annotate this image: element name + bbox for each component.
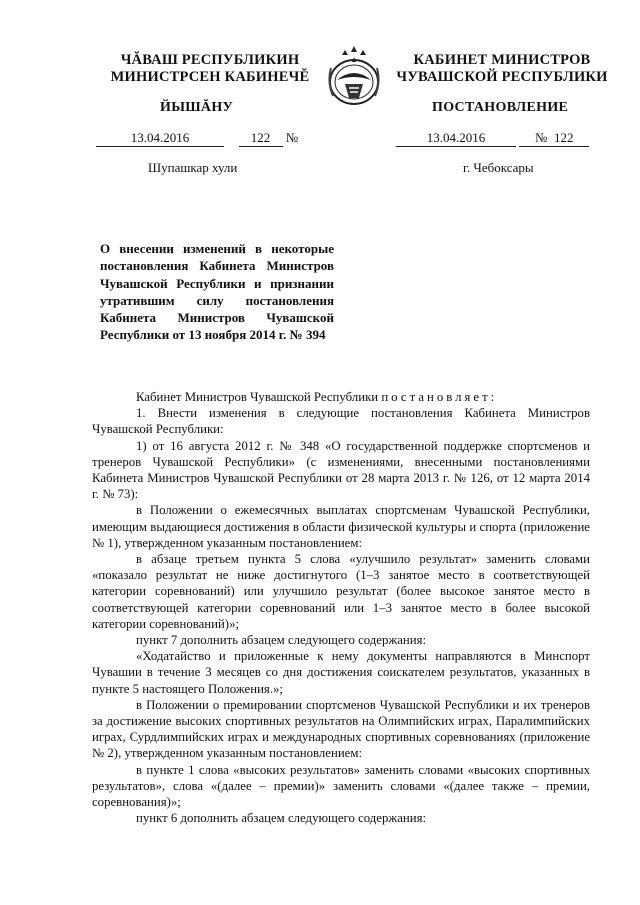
document-body bbox=[92, 389, 590, 826]
intro-spaced-word: постановляет: bbox=[381, 390, 498, 404]
header-right bbox=[392, 52, 612, 86]
header-right-org-line2: ЧУВАШСКОЙ РЕСПУБЛИКИ bbox=[396, 69, 608, 85]
date-right: 13.04.2016 bbox=[396, 130, 516, 147]
body-paragraph: в абзаце третьем пункта 5 слова «улучшило результат» заменить словами «показало результат не ниже достигнутого (1–3 занятое место в соответствующей категории соревнований) или улучшило результат (более высокое занятое место в соответствующей категории соревнований или 1–3 занятое место в более высокой категории соревнований)»; bbox=[92, 552, 590, 631]
header-left-org-line1: ЧĂВАШ РЕСПУБЛИКИН bbox=[120, 52, 300, 68]
body-paragraph: 1) от 16 августа 2012 г. № 348 «О государственной поддержке спортсменов и тренеров Чувашской Республики» (с изменениями, внесенными постановлениями Кабинета Министров Чувашской Республики от 28 марта 2013 г. № 126, от 12 марта 2014 г. № 73): bbox=[92, 438, 590, 502]
body-paragraph: в Положении о ежемесячных выплатах спортсменам Чувашской Республики, имеющим выдающиеся достижения в области физической культуры и спорта (приложение № 1), утвержденном указанным постановлением: bbox=[92, 503, 590, 550]
header-right-org-line1: КАБИНЕТ МИНИСТРОВ bbox=[413, 52, 591, 68]
number-left: 122 bbox=[239, 130, 283, 147]
date-number-line-left bbox=[96, 130, 324, 147]
body-paragraph: пункт 6 дополнить абзацем следующего содержания: bbox=[136, 811, 427, 826]
intro-text: Кабинет Министров Чувашской Республики bbox=[136, 390, 382, 404]
number-right-group bbox=[519, 130, 589, 147]
body-paragraph: «Ходатайство и приложенные к нему документы направляются в Минспорт Чувашии в течение 3 месяцев со дня достижения соискателем результатов, указанных в пункте 5 настоящего Положения.»; bbox=[92, 649, 590, 696]
body-paragraph: в Положении о премировании спортсменов Чувашской Республики и их тренеров за достижение высоких спортивных результатов на Олимпийских играх, Паралимпийских играх, Сурдлимпийских играх и международных спортивных соревнованиях (приложение № 2), утвержденном указанным постановлением: bbox=[92, 697, 590, 761]
header-right-doc-type: ПОСТАНОВЛЕНИЕ bbox=[432, 100, 569, 115]
document-title: О внесении изменений в некоторые постановления Кабинета Министров Чувашской Республики и признании утратившим силу постановления Кабинета Министров Чувашской Республики от 13 ноября 2014 г. № 394 bbox=[100, 241, 334, 343]
coat-of-arms-emblem bbox=[323, 44, 385, 110]
date-left: 13.04.2016 bbox=[96, 130, 224, 147]
header-left-org-line2: МИНИСТРСЕН КАБИНЕЧĔ bbox=[110, 69, 310, 85]
place-right: г. Чебоксары bbox=[463, 160, 534, 175]
intro-paragraph bbox=[92, 389, 590, 405]
body-paragraph: 1. Внести изменения в следующие постановления Кабинета Министров Чувашской Республики: bbox=[92, 406, 590, 437]
body-paragraph: пункт 7 дополнить абзацем следующего содержания: bbox=[136, 633, 427, 648]
body-paragraph: в пункте 1 слова «высоких результатов» заменить словами «высоких спортивных результатов», слова «(далее – премии)» заменить словами «(далее также – премии, соревнования)»; bbox=[92, 762, 590, 810]
number-sign-left: № bbox=[285, 130, 299, 145]
header-left bbox=[92, 52, 328, 86]
header-left-doc-type: ЙЫШĂНУ bbox=[160, 100, 234, 115]
date-number-line-right bbox=[396, 130, 596, 147]
number-sign-right: № bbox=[535, 130, 548, 145]
place-left: Шупашкар хули bbox=[148, 160, 238, 175]
number-right: 122 bbox=[553, 130, 574, 145]
